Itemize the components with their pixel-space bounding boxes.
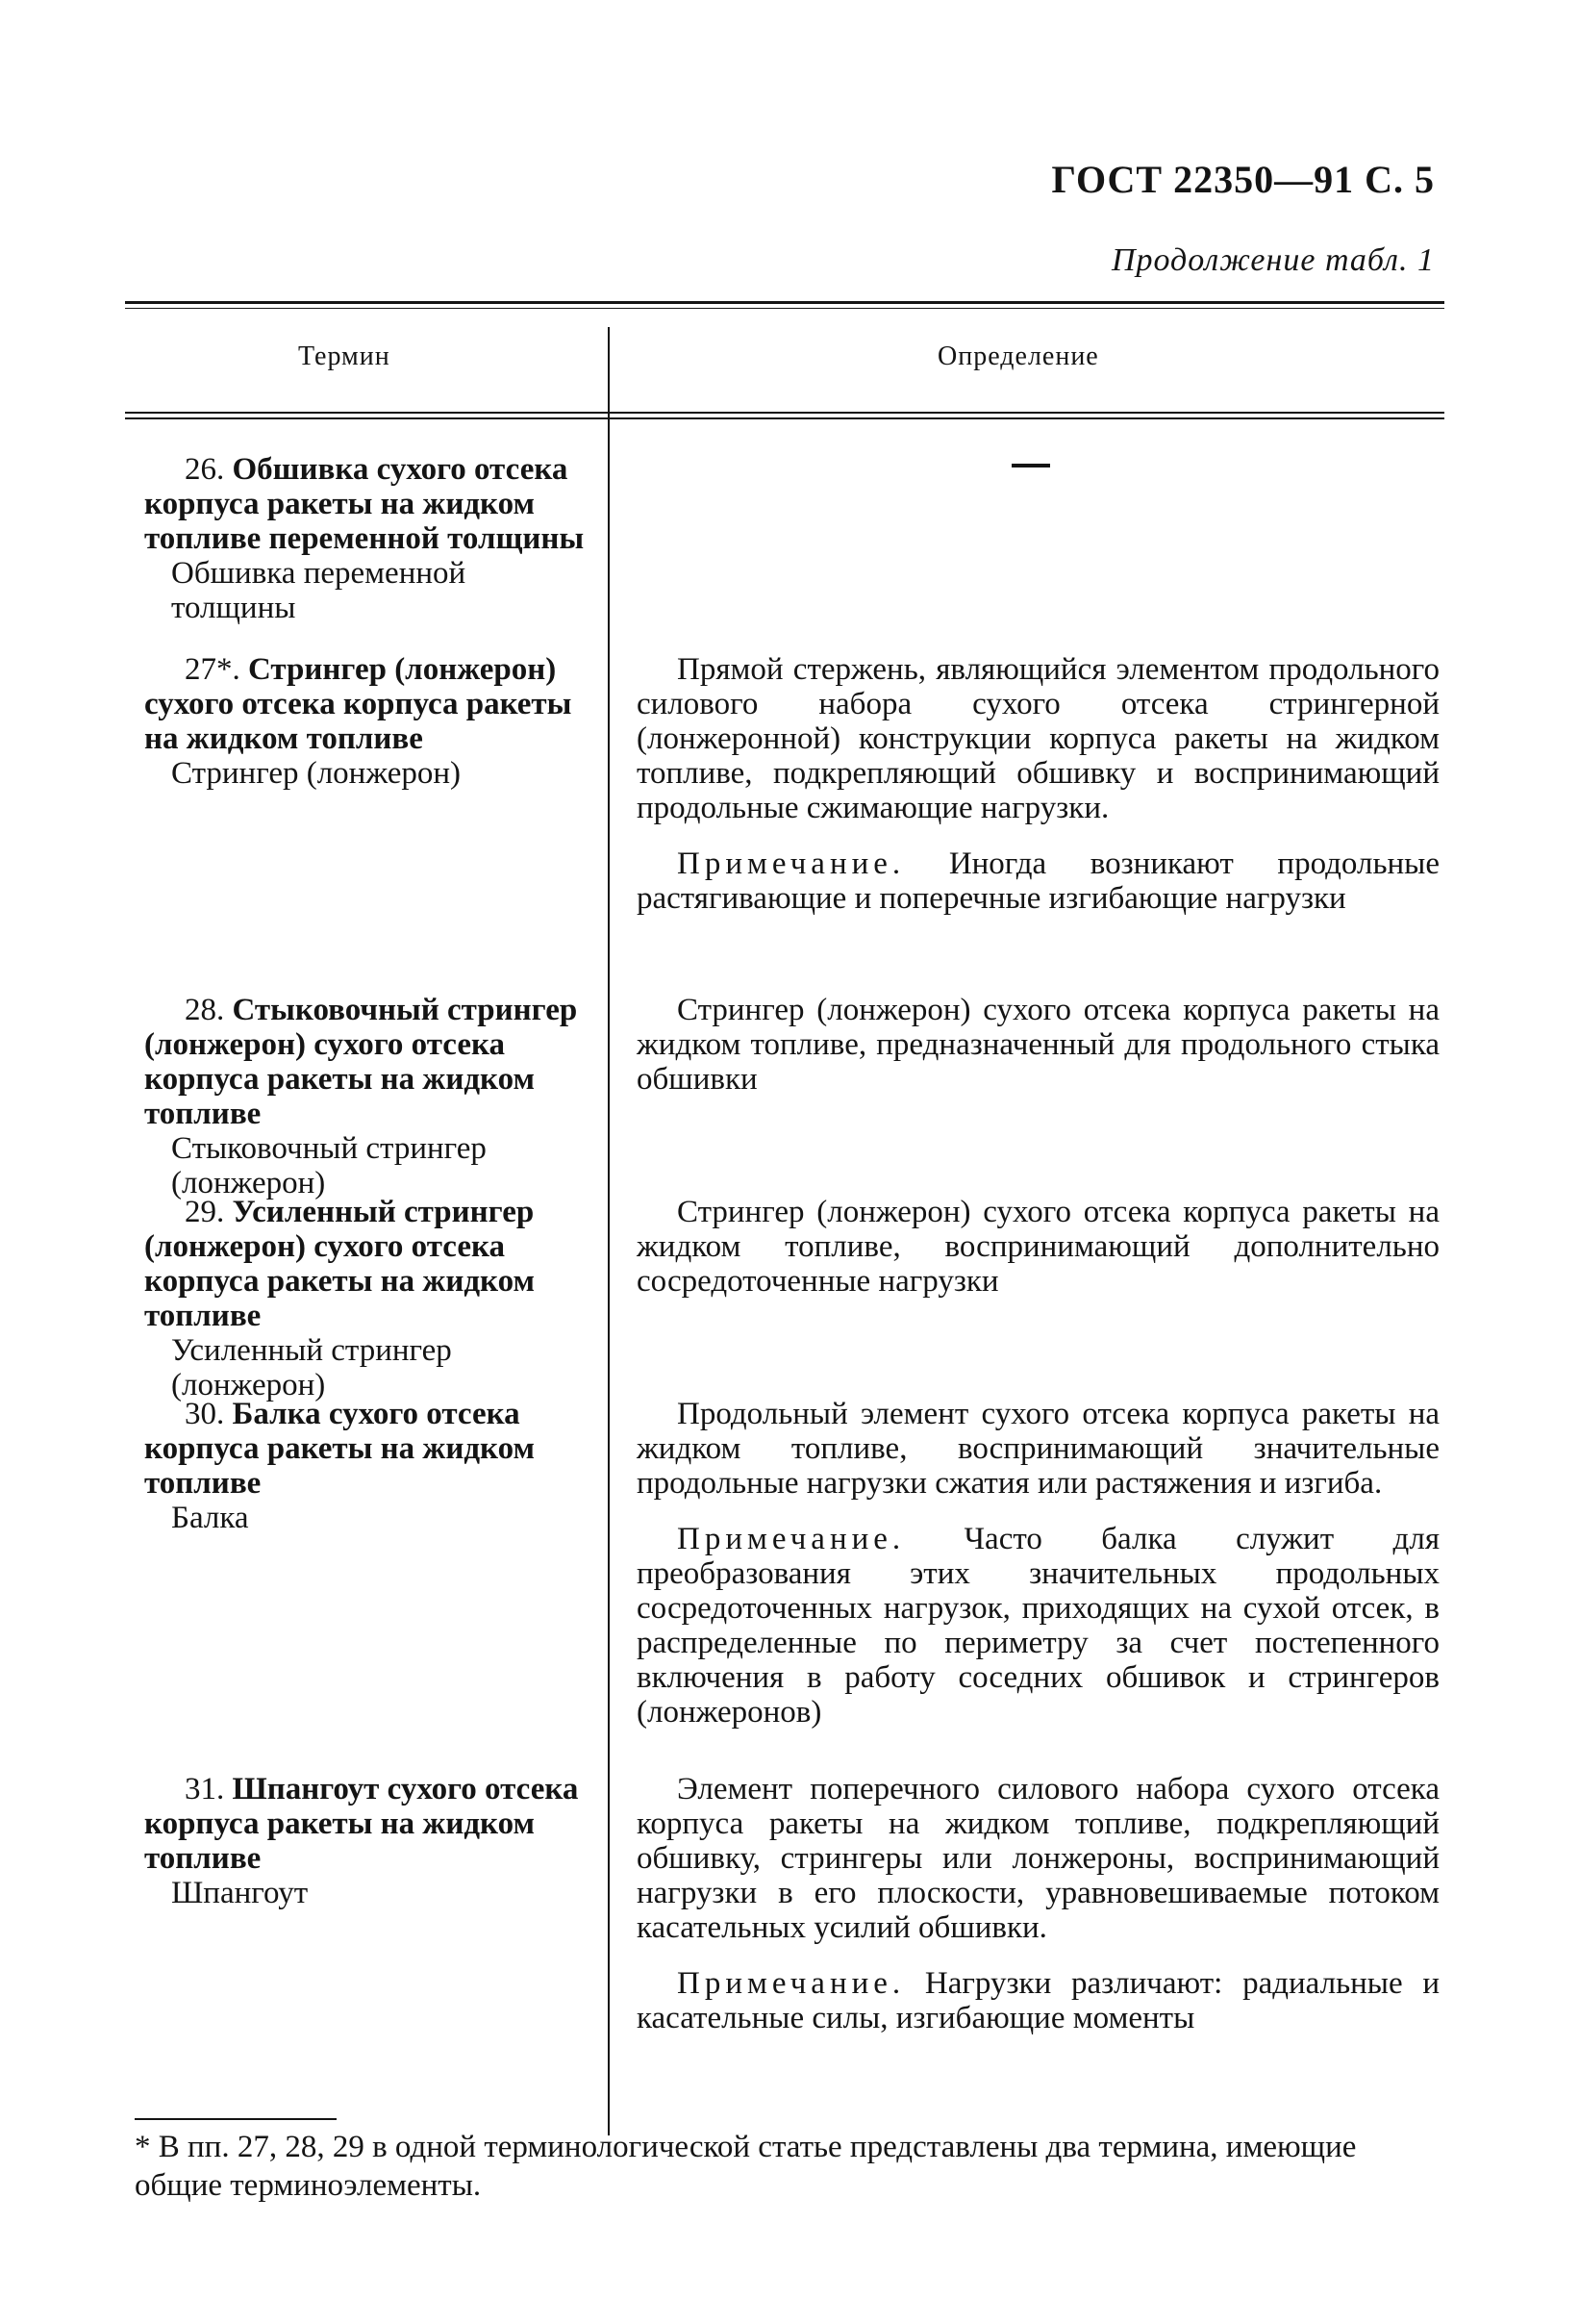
term-26 xyxy=(144,452,587,625)
top-rule-thin xyxy=(125,308,1444,309)
term-text: Стыковочный стрингер (лонжерон) сухого отсека корпуса ракеты на жидком топливе xyxy=(144,993,578,1131)
definition-27 xyxy=(637,652,1440,916)
term-synonym: Балка xyxy=(171,1501,249,1535)
page-header-gost: ГОСТ 22350—91 С. 5 xyxy=(1051,158,1435,201)
definition-30 xyxy=(637,1397,1440,1730)
column-divider xyxy=(608,327,610,2135)
note-text: Часто балка служит для преобразования этих значительных продольных сосредоточенных нагрузок, приходящих на сухой отсек, в распределенные по периметру за счет постепенного включения в работу соседних обшивок и стрингеров (лонжеронов) xyxy=(637,1522,1440,1730)
term-number: 30. xyxy=(185,1397,225,1431)
term-text: Стрингер (лонжерон) сухого отсека корпуса ракеты на жидком топливе xyxy=(144,652,572,756)
note-label: Примечание. xyxy=(677,1966,906,2001)
definition-29 xyxy=(637,1195,1440,1299)
definition-31 xyxy=(637,1772,1440,2035)
term-text: Усиленный стрингер (лонжерон) сухого отсека корпуса ракеты на жидком топливе xyxy=(144,1195,535,1333)
term-synonym: Обшивка переменной толщины xyxy=(171,556,466,625)
term-synonym: Стыковочный стрингер (лонжерон) xyxy=(171,1131,487,1200)
term-text: Шпангоут сухого отсека корпуса ракеты на жидком топливе xyxy=(144,1772,579,1876)
column-header-definition: Определение xyxy=(938,341,1099,371)
footnote: * В пп. 27, 28, 29 в одной терминологической статье представлены два термина, имеющие общие терминоэлементы. xyxy=(135,2130,1357,2203)
column-header-term: Термин xyxy=(298,341,390,371)
definition-text: Стрингер (лонжерон) сухого отсека корпуса ракеты на жидком топливе, воспринимающий дополнительно сосредоточенные нагрузки xyxy=(637,1195,1440,1299)
definition-dash-26 xyxy=(1012,464,1050,467)
definition-note xyxy=(637,846,1440,916)
note-label: Примечание. xyxy=(677,846,906,881)
term-synonym: Стрингер (лонжерон) xyxy=(171,756,461,791)
term-28 xyxy=(144,993,587,1200)
footnote-rule xyxy=(135,2118,337,2120)
table-continuation-label: Продолжение табл. 1 xyxy=(1111,242,1435,278)
term-number: 28. xyxy=(185,993,225,1027)
header-bottom-rule xyxy=(125,412,1444,414)
term-number: 27*. xyxy=(185,652,240,687)
definition-text: Элемент поперечного силового набора сухого отсека корпуса ракеты на жидком топливе, подкрепляющий обшивку, стрингеры или лонжероны, воспринимающий нагрузки в его плоскости, уравновешиваемые потоком касательных усилий обшивки. xyxy=(637,1772,1440,1945)
definition-note xyxy=(637,1522,1440,1730)
note-label: Примечание. xyxy=(677,1522,906,1556)
definition-note xyxy=(637,1966,1440,2035)
top-rule xyxy=(125,301,1444,304)
note-text: Нагрузки различают: радиальные и касательные силы, изгибающие моменты xyxy=(637,1966,1440,2035)
term-synonym: Усиленный стрингер (лонжерон) xyxy=(171,1333,452,1402)
header-bottom-rule-thin xyxy=(125,417,1444,419)
term-text: Балка сухого отсека корпуса ракеты на жидком топливе xyxy=(144,1397,535,1501)
definition-text: Стрингер (лонжерон) сухого отсека корпуса ракеты на жидком топливе, предназначенный для продольного стыка обшивки xyxy=(637,993,1440,1097)
term-31 xyxy=(144,1772,587,1910)
term-number: 31. xyxy=(185,1772,225,1806)
term-synonym: Шпангоут xyxy=(171,1876,309,1910)
note-text: Иногда возникают продольные растягивающие и поперечные изгибающие нагрузки xyxy=(637,846,1440,916)
term-number: 29. xyxy=(185,1195,225,1229)
term-30 xyxy=(144,1397,587,1535)
term-number: 26. xyxy=(185,452,225,487)
definition-28 xyxy=(637,993,1440,1097)
term-text: Обшивка сухого отсека корпуса ракеты на жидком топливе переменной толщины xyxy=(144,452,585,556)
term-27 xyxy=(144,652,587,791)
definition-text: Продольный элемент сухого отсека корпуса ракеты на жидком топливе, воспринимающий значительные продольные нагрузки сжатия или растяжения и изгиба. xyxy=(637,1397,1440,1501)
definition-text: Прямой стержень, являющийся элементом продольного силового набора сухого отсека стрингерной (лонжеронной) конструкции корпуса ракеты на жидком топливе, подкрепляющий обшивку и воспринимающий продольные сжимающие нагрузки. xyxy=(637,652,1440,825)
term-29 xyxy=(144,1195,587,1402)
